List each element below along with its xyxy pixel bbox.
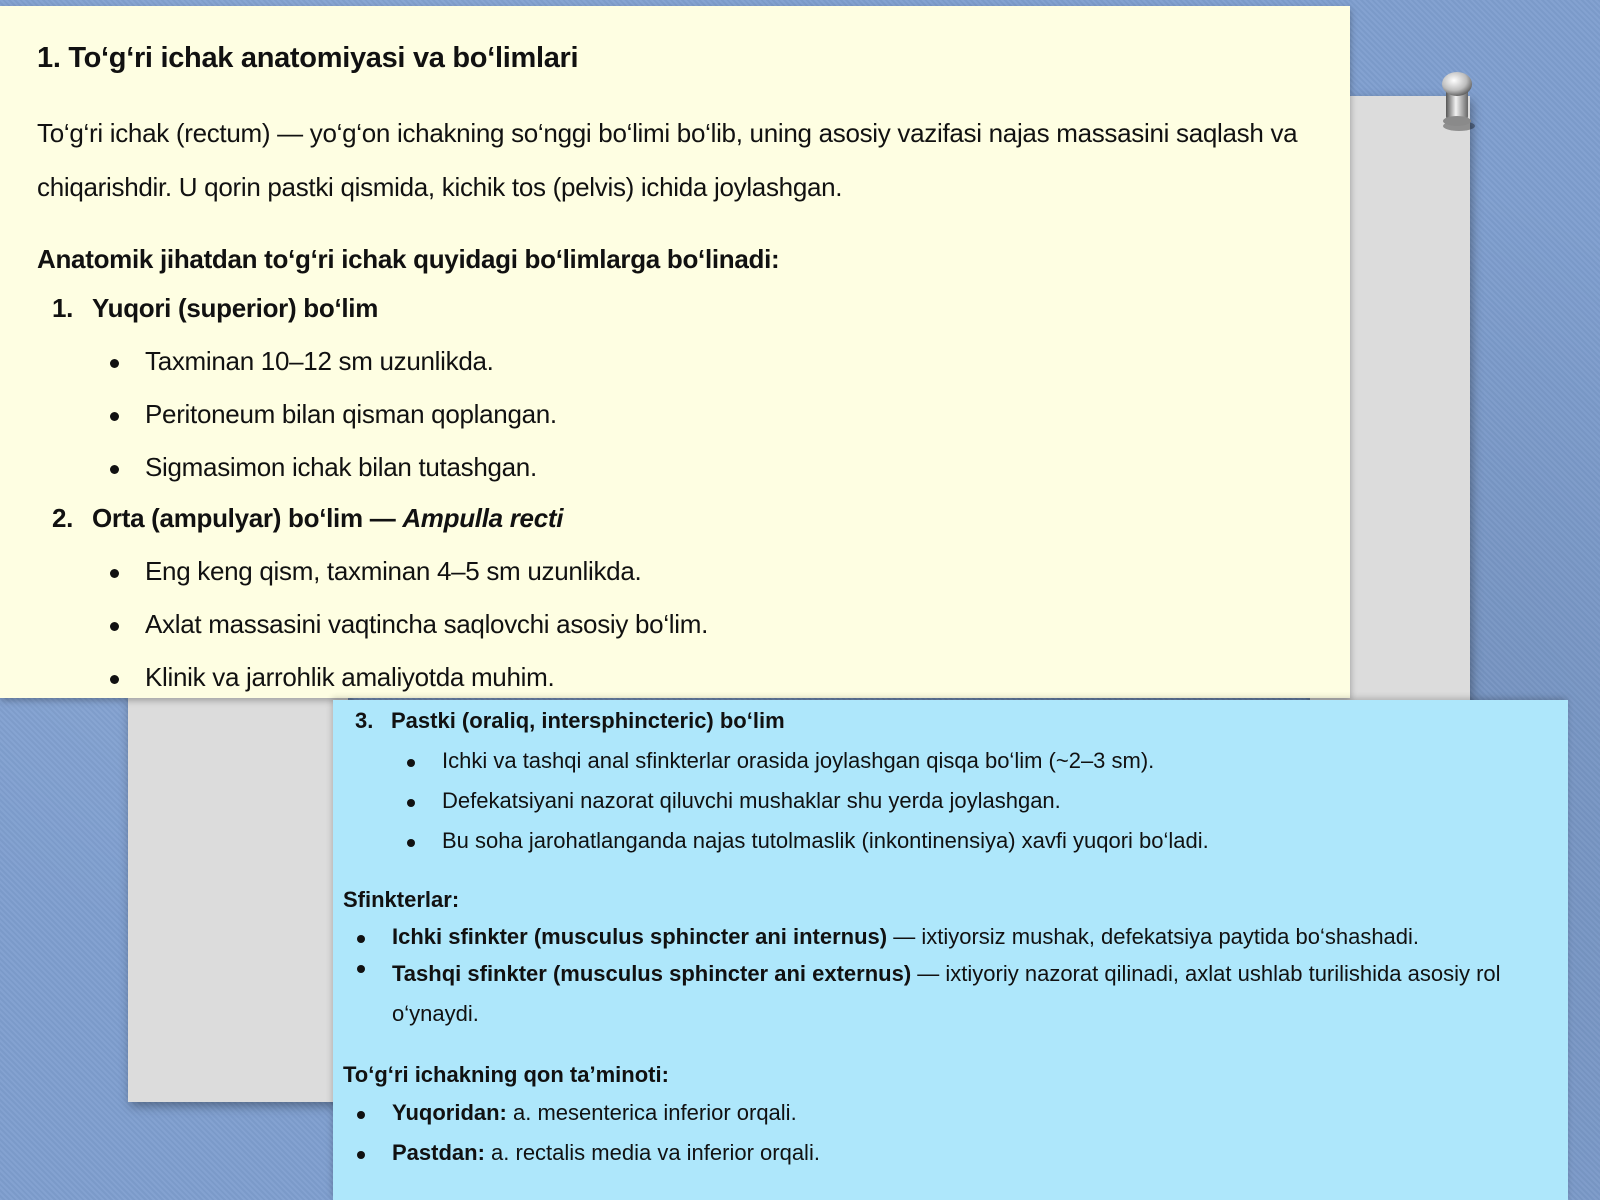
term: Pastdan: bbox=[392, 1140, 485, 1165]
list-item: Bu soha jarohatlanganda najas tutolmaslik (inkontinensiya) xavfi yuqori bo‘ladi. bbox=[442, 828, 1209, 853]
item-title-latin: Ampulla recti bbox=[402, 503, 564, 533]
list-item: Taxminan 10–12 sm uzunlikda. bbox=[145, 346, 494, 376]
item-title: Pastki (oraliq, intersphincteric) bo‘lim bbox=[391, 708, 785, 733]
subheading: Anatomik jihatdan to‘g‘ri ichak quyidagi bo‘limlarga bo‘linadi: bbox=[37, 244, 780, 274]
list-item: Axlat massasini vaqtincha saqlovchi asosiy bo‘lim. bbox=[145, 609, 709, 639]
term: Yuqoridan: bbox=[392, 1100, 507, 1125]
lower-note bbox=[333, 700, 1568, 1200]
list-item bbox=[392, 1100, 797, 1126]
definition: a. mesenterica inferior orqali. bbox=[506, 1100, 797, 1125]
numbered-item-2 bbox=[52, 503, 563, 534]
list-item: Eng keng qism, taxminan 4–5 sm uzunlikda. bbox=[145, 556, 642, 586]
numbered-item-1 bbox=[52, 293, 378, 324]
blood-supply-heading: To‘g‘ri ichakning qon ta’minoti: bbox=[343, 1062, 669, 1087]
list-item: Peritoneum bilan qisman qoplangan. bbox=[145, 399, 557, 429]
section-title: 1. To‘g‘ri ichak anatomiyasi va bo‘limlari bbox=[37, 42, 579, 74]
list-item bbox=[392, 954, 1512, 1034]
gray-paper-sheet-left bbox=[128, 690, 348, 1102]
sphincters-heading: Sfinkterlar: bbox=[343, 887, 460, 912]
term: Tashqi sfinkter (musculus sphincter ani externus) bbox=[392, 961, 912, 986]
list-item: Sigmasimon ichak bilan tutashgan. bbox=[145, 452, 537, 482]
list-item: Ichki va tashqi anal sfinkterlar orasida joylashgan qisqa bo‘lim (~2–3 sm). bbox=[442, 748, 1155, 773]
numbered-item-3 bbox=[355, 708, 785, 734]
list-item bbox=[392, 924, 1419, 950]
item-number: 2. bbox=[52, 503, 74, 533]
item-number: 3. bbox=[355, 708, 374, 733]
intro-paragraph: To‘g‘ri ichak (rectum) — yo‘g‘on ichakning so‘nggi bo‘limi bo‘lib, uning asosiy vazifasi najas massasini saqlash va chiqarishdir. U qorin pastki qismida, kichik tos (pelvis) ichida joylashgan. bbox=[37, 118, 1298, 202]
term: Ichki sfinkter (musculus sphincter ani internus) bbox=[392, 924, 888, 949]
item-number: 1. bbox=[52, 293, 74, 323]
upper-note bbox=[0, 6, 1350, 698]
definition: — ixtiyoriy nazorat qilinadi, axlat ushlab turilishida asosiy rol o‘ynaydi. bbox=[392, 961, 1501, 1026]
definition: a. rectalis media va inferior orqali. bbox=[484, 1140, 820, 1165]
list-item: Defekatsiyani nazorat qiluvchi mushaklar shu yerda joylashgan. bbox=[442, 788, 1061, 813]
push-pin-icon bbox=[1432, 66, 1482, 136]
definition: — ixtiyorsiz mushak, defekatsiya paytida bo‘shashadi. bbox=[887, 924, 1420, 949]
item-title: Orta (ampulyar) bo‘lim — bbox=[92, 503, 403, 533]
list-item bbox=[392, 1140, 820, 1166]
item-title: Yuqori (superior) bo‘lim bbox=[92, 293, 379, 323]
list-item: Klinik va jarrohlik amaliyotda muhim. bbox=[145, 662, 555, 692]
